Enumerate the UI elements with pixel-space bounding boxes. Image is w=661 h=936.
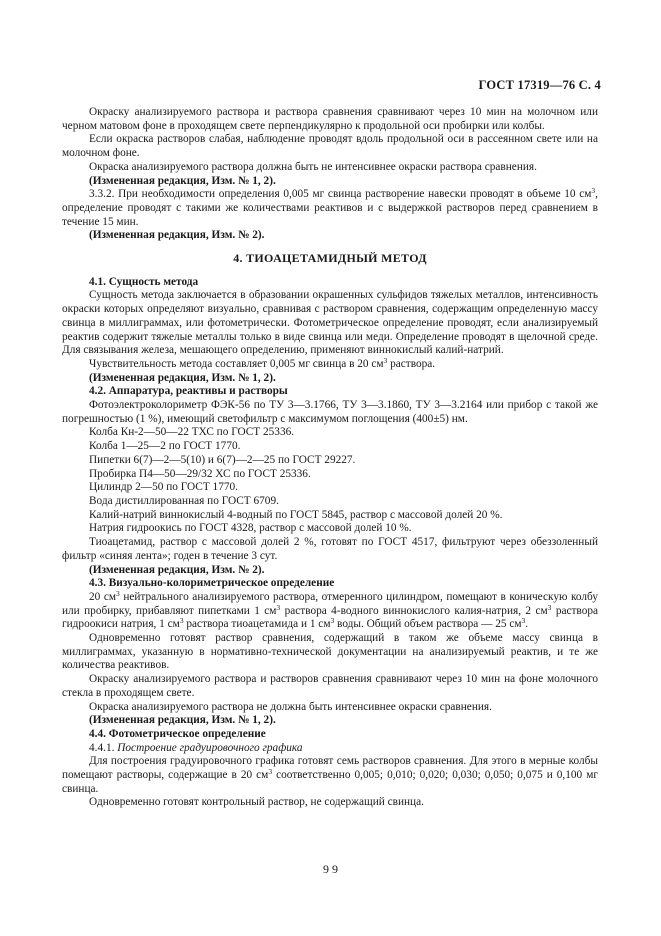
- paragraph: Для построения градуировочного графика готовят семь растворов сравнения. Для этого в мерные колбы помещают растворы, содержащие в 20 $см^3$ соответственно 0,005; 0,010; 0,020; 0,030; 0,050; 0,075 и 0,100 мг свинца.: [62, 755, 598, 795]
- subsection-heading-italic: 4.4.1. Построение градуировочного графика: [89, 741, 303, 754]
- equipment-item: Пробирка П4—50—29/32 ХС по ГОСТ 25336.: [89, 467, 311, 480]
- paragraph: Фотоэлектроколориметр ФЭК-56 по ТУ 3—3.1766, ТУ 3—3.1860, ТУ 3—3.2164 или прибор с такой же погрешностью (1 %), имеющий светофильтр с максимумом поглощения (400±5) нм.: [62, 399, 598, 425]
- amendment-note: (Измененная редакция, Изм. № 2).: [89, 229, 265, 242]
- amendment-note: (Измененная редакция, Изм. № 2).: [89, 563, 265, 576]
- paragraph: 20 $см^3$ нейтрального анализируемого раствора, отмеренного цилиндром, помещают в коническую колбу или пробирку, прибавляют пипетками 1 $см^3$ раствора 4-водного виннокислого калия-натрия, 2 $см^3$ раствора гидроокиси натрия, 1 $см^3$ раствора тиоацетамида и 1 $см^3$ воды. Общий объем раствора — 25 $см^3$.: [62, 588, 598, 631]
- document-body: [62, 106, 598, 810]
- amendment-note: (Измененная редакция, Изм. № 1, 2).: [89, 714, 276, 727]
- equipment-item: Колба Кн-2—50—22 ТХС по ГОСТ 25336.: [89, 426, 295, 439]
- subsection-heading: 4.1. Сущность метода: [89, 275, 199, 288]
- paragraph: Окраску анализируемого раствора и раствора сравнения сравнивают через 10 мин на молочном или черном матовом фоне в проходящем свете перпендикулярно к продольной оси пробирки или колбы.: [62, 106, 598, 132]
- paragraph: Окраску анализируемого раствора и растворов сравнения сравнивают через 10 мин на фоне молочного стекла в проходящем свете.: [62, 673, 598, 699]
- paragraph: Чувствительность метода составляет 0,005 мг свинца в 20 $см^3$ раствора.: [89, 355, 436, 370]
- amendment-note: (Измененная редакция, Изм. № 1, 2).: [89, 174, 276, 187]
- subsection-heading: 4.3. Визуально-колориметрическое определение: [89, 577, 335, 590]
- equipment-item: Цилиндр 2—50 по ГОСТ 1770.: [89, 481, 238, 494]
- paragraph: Одновременно готовят раствор сравнения, содержащий в таком же объеме массу свинца в миллиграммах, указанную в нормативно-технической документации на анализируемый реактив, и те же количества реактивов.: [62, 632, 598, 672]
- equipment-item: Вода дистиллированная по ГОСТ 6709.: [89, 494, 279, 507]
- paragraph: Если окраска растворов слабая, наблюдение проводят вдоль продольной оси в рассеянном свете или на молочном фоне.: [62, 133, 598, 160]
- paragraph: Окраска анализируемого раствора должна быть не интенсивнее окраски раствора сравнения.: [89, 160, 537, 173]
- paragraph: Тиоацетамид, раствор с массовой долей 2 %, готовят по ГОСТ 4517, фильтруют через обеззоленный фильтр «синяя лента»; годен в течение 3 сут.: [62, 536, 598, 562]
- paragraph: Одновременно готовят контрольный раствор, не содержащий свинца.: [89, 796, 424, 809]
- subsection-heading: 4.4. Фотометрическое определение: [89, 727, 266, 740]
- page-number: 9 9: [323, 862, 338, 876]
- section-title: 4. ТИОАЦЕТАМИДНЫЙ МЕТОД: [233, 251, 427, 266]
- paragraph: 3.3.2. При необходимости определения 0,005 мг свинца растворение навески проводят в объеме 10 $см^3$, определение проводят с такими же количествами реактивов и с выдержкой растворов перед сравнением в течение 15 мин.: [62, 186, 598, 228]
- equipment-item: Пипетки 6(7)—2—5(10) и 6(7)—2—25 по ГОСТ 29227.: [89, 453, 356, 466]
- amendment-note: (Измененная редакция, Изм. № 1, 2).: [89, 371, 276, 384]
- equipment-item: Калий-натрий виннокислый 4-водный по ГОСТ 5845, раствор с массовой долей 20 %.: [89, 508, 503, 521]
- paragraph: Окраска анализируемого раствора не должна быть интенсивнее окраски сравнения.: [89, 700, 492, 713]
- equipment-item: Натрия гидроокись по ГОСТ 4328, раствор с массовой долей 10 %.: [89, 522, 412, 535]
- page-header: ГОСТ 17319—76 С. 4: [478, 78, 601, 92]
- equipment-item: Колба 1—25—2 по ГОСТ 1770.: [89, 440, 241, 453]
- subsection-heading: 4.2. Аппаратура, реактивы и растворы: [89, 385, 288, 398]
- paragraph: Сущность метода заключается в образовании окрашенных сульфидов тяжелых металлов, интенсивность окраски которых определяют визуально, сравнивая с раствором сравнения, содержащим определенную массу свинца в миллиграммах, или фотометрически. Фотометрическое определение проводят, если анализируемый реактив содержит тяжелые металлы только в виде свинца или меди. Определение проводят в щелочной среде. Для связывания железа, мешающего определению, применяют виннокислый калий-натрий.: [62, 289, 598, 357]
